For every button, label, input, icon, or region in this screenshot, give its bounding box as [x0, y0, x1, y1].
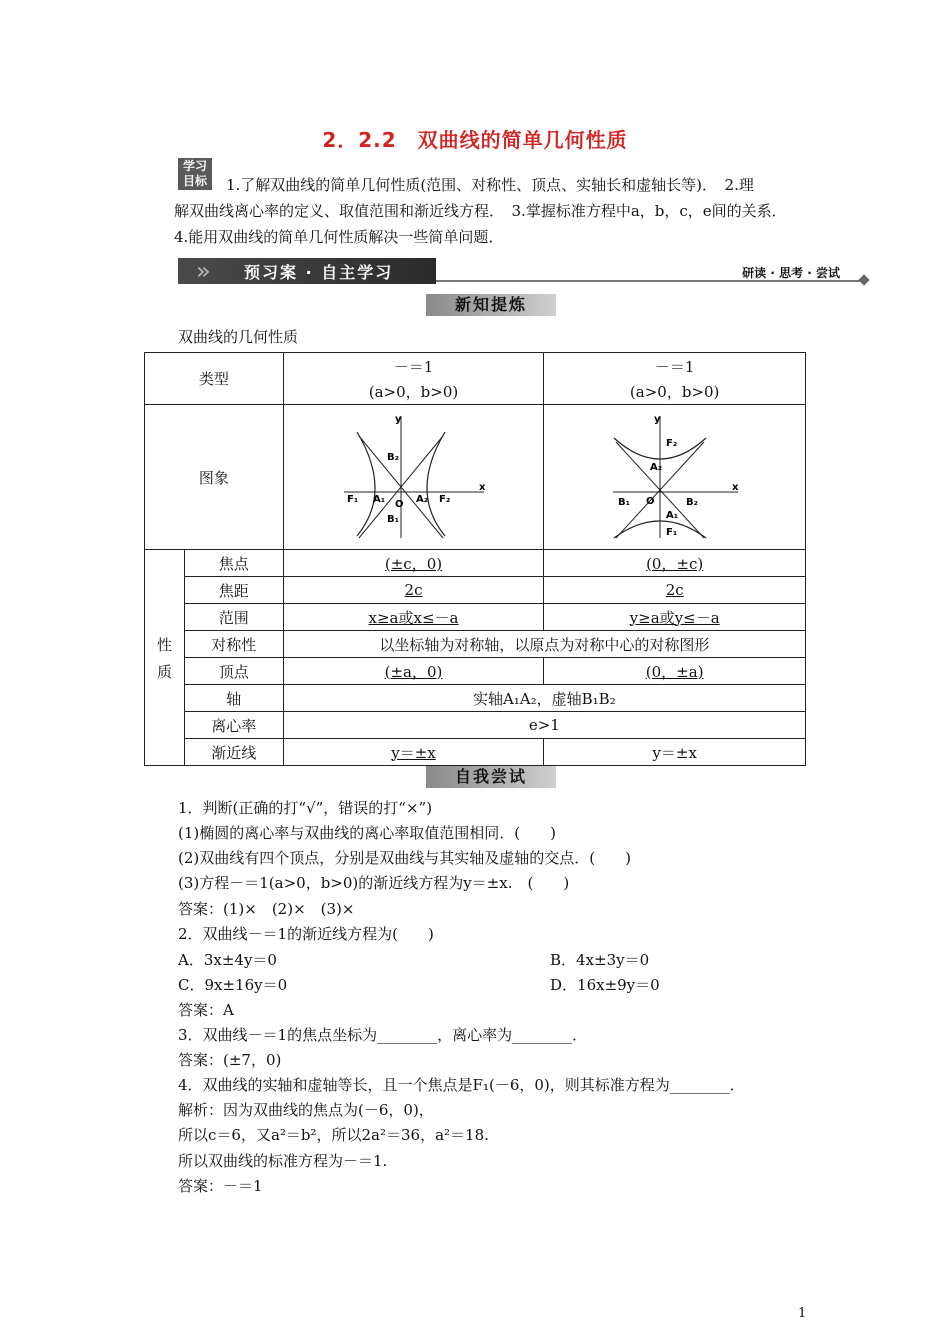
badge-line-2: 目标 — [182, 174, 207, 188]
label-f1: F₁ — [665, 526, 677, 538]
label-y: y — [394, 413, 402, 425]
label-a1: A₁ — [665, 509, 678, 521]
hyperbola-vertical-graph — [610, 410, 740, 545]
condition-2: (a>0，b>0) — [629, 382, 720, 401]
solution-line: 所以c＝6，又a²＝b²，所以2a²＝36，a²＝18. — [178, 1126, 489, 1144]
vertex-1: (±a，0) — [384, 662, 443, 681]
focal-2: 2c — [665, 581, 684, 599]
exercise-line: (3)方程－＝1(a>0，b>0)的渐近线方程为y＝±x. ( ) — [178, 874, 570, 892]
label-x: x — [478, 481, 485, 493]
eccentricity-text: e>1 — [283, 712, 805, 739]
label-a1: A₁ — [372, 493, 385, 505]
solution-line: 所以双曲线的标准方程为－＝1. — [178, 1152, 388, 1170]
table-row — [145, 739, 806, 766]
hyperbola-branch-left — [357, 432, 375, 536]
label-o: O — [645, 495, 655, 507]
range-2: y≥a或y≤－a — [629, 608, 720, 627]
equation-1: －＝1 — [393, 357, 434, 376]
option-c: C．9x±16y＝0 — [178, 976, 288, 994]
option-a: A．3x±4y＝0 — [178, 951, 277, 969]
exercise-answer: 答案：－＝1 — [178, 1177, 263, 1195]
label-o: O — [394, 498, 404, 510]
label-a2: A₂ — [415, 493, 428, 505]
diamond-icon — [858, 274, 869, 285]
exercise-line: 1．判断(正确的打“√”，错误的打“×”) — [178, 799, 433, 817]
label-b2: B₂ — [685, 496, 698, 508]
condition-1: (a>0，b>0) — [368, 382, 459, 401]
asymptote-label: 渐近线 — [184, 739, 283, 766]
graph-cell-1 — [283, 405, 544, 550]
symmetry-text: 以坐标轴为对称轴，以原点为对称中心的对称图形 — [283, 631, 805, 658]
label-y: y — [653, 413, 661, 425]
range-1: x≥a或x≤－a — [368, 608, 459, 627]
table-row — [145, 685, 806, 712]
exercise-line: 4．双曲线的实轴和虚轴等长，且一个焦点是F₁(－6，0)，则其标准方程为________． — [178, 1076, 745, 1094]
range-label: 范围 — [184, 604, 283, 631]
learning-goals — [174, 172, 814, 250]
label-b1: B₁ — [617, 496, 630, 508]
type-label: 类型 — [145, 353, 284, 405]
axis-text: 实轴A₁A₂，虚轴B₁B₂ — [283, 685, 805, 712]
label-f1: F₁ — [346, 493, 358, 505]
exercise-line: (2)双曲线有四个顶点，分别是双曲线与其实轴及虚轴的交点．( ) — [178, 849, 631, 867]
section-banner — [178, 258, 868, 284]
focus-2: (0，±c) — [646, 554, 704, 573]
symmetry-label: 对称性 — [184, 631, 283, 658]
focus-label: 焦点 — [184, 550, 283, 577]
label-f2: F₂ — [665, 437, 677, 449]
exercise-line: 2．双曲线－＝1的渐近线方程为( ) — [178, 925, 434, 943]
table-row — [145, 353, 806, 405]
page-title: 2．2.2 双曲线的简单几何性质 — [322, 128, 628, 152]
label-b2: B₂ — [386, 451, 399, 463]
label-b1: B₁ — [386, 513, 399, 525]
label-x: x — [731, 481, 739, 493]
table-row — [145, 405, 806, 550]
graph-cell-2 — [544, 405, 806, 550]
section-subtitle: 研读 · 思考 · 尝试 — [742, 266, 840, 280]
vertex-2: (0，±a) — [645, 662, 704, 681]
asymptote-1: y＝±x — [391, 743, 436, 762]
table-row — [145, 577, 806, 604]
goal-line-3: 4.能用双曲线的简单几何性质解决一些简单问题． — [174, 228, 504, 246]
equation-2: －＝1 — [654, 357, 695, 376]
table-row — [145, 550, 806, 577]
solution-line: 解析：因为双曲线的焦点为(－6，0)， — [178, 1101, 434, 1119]
goal-line-2: 解双曲线离心率的定义、取值范围和渐近线方程． 3.掌握标准方程中a，b，c，e间的关系． — [174, 202, 787, 220]
goal-line-1: 1.了解双曲线的简单几何性质(范围、对称性、顶点、实轴长和虚轴长等)． 2.理 — [226, 176, 754, 194]
vertex-label: 顶点 — [184, 658, 283, 685]
table-row — [145, 658, 806, 685]
exercise-answer: 答案：(±7，0) — [178, 1051, 282, 1069]
type-cell-1 — [283, 353, 544, 405]
label-a2: A₂ — [649, 461, 662, 473]
knowledge-banner: 新知提炼 — [426, 294, 556, 316]
exercise-line: 3．双曲线－＝1的焦点坐标为________，离心率为________． — [178, 1026, 588, 1044]
exercise-answer: 答案：A — [178, 1001, 234, 1019]
focus-1: (±c，0) — [384, 554, 443, 573]
section-title: 预习案 · 自主学习 — [244, 263, 394, 282]
self-test-banner: 自我尝试 — [426, 766, 556, 788]
badge-line-1: 学习 — [182, 159, 207, 173]
prop-label-1: 性 — [156, 635, 172, 654]
prop-label-2: 质 — [156, 662, 172, 681]
image-label: 图象 — [145, 405, 284, 550]
table-caption: 双曲线的几何性质 — [178, 328, 299, 346]
label-f2: F₂ — [438, 493, 450, 505]
hyperbola-branch-right — [427, 432, 445, 536]
exercise-answer: 答案：(1)× (2)× (3)× — [178, 900, 355, 918]
hyperbola-horizontal-graph — [339, 410, 489, 545]
properties-table — [144, 352, 806, 766]
asymptote-2: y＝±x — [544, 739, 806, 766]
option-d: D．16x±9y＝0 — [550, 976, 660, 994]
table-row — [145, 712, 806, 739]
option-b: B．4x±3y＝0 — [550, 951, 650, 969]
page-number: 1 — [798, 1306, 807, 1321]
focal-1: 2c — [404, 581, 423, 599]
axis-label: 轴 — [184, 685, 283, 712]
chevron-right-icon: » — [196, 257, 211, 285]
focal-label: 焦距 — [184, 577, 283, 604]
table-row — [145, 631, 806, 658]
type-cell-2 — [544, 353, 806, 405]
table-row — [145, 604, 806, 631]
eccentricity-label: 离心率 — [184, 712, 283, 739]
exercise-line: (1)椭圆的离心率与双曲线的离心率取值范围相同．( ) — [178, 824, 556, 842]
properties-label — [145, 550, 185, 766]
